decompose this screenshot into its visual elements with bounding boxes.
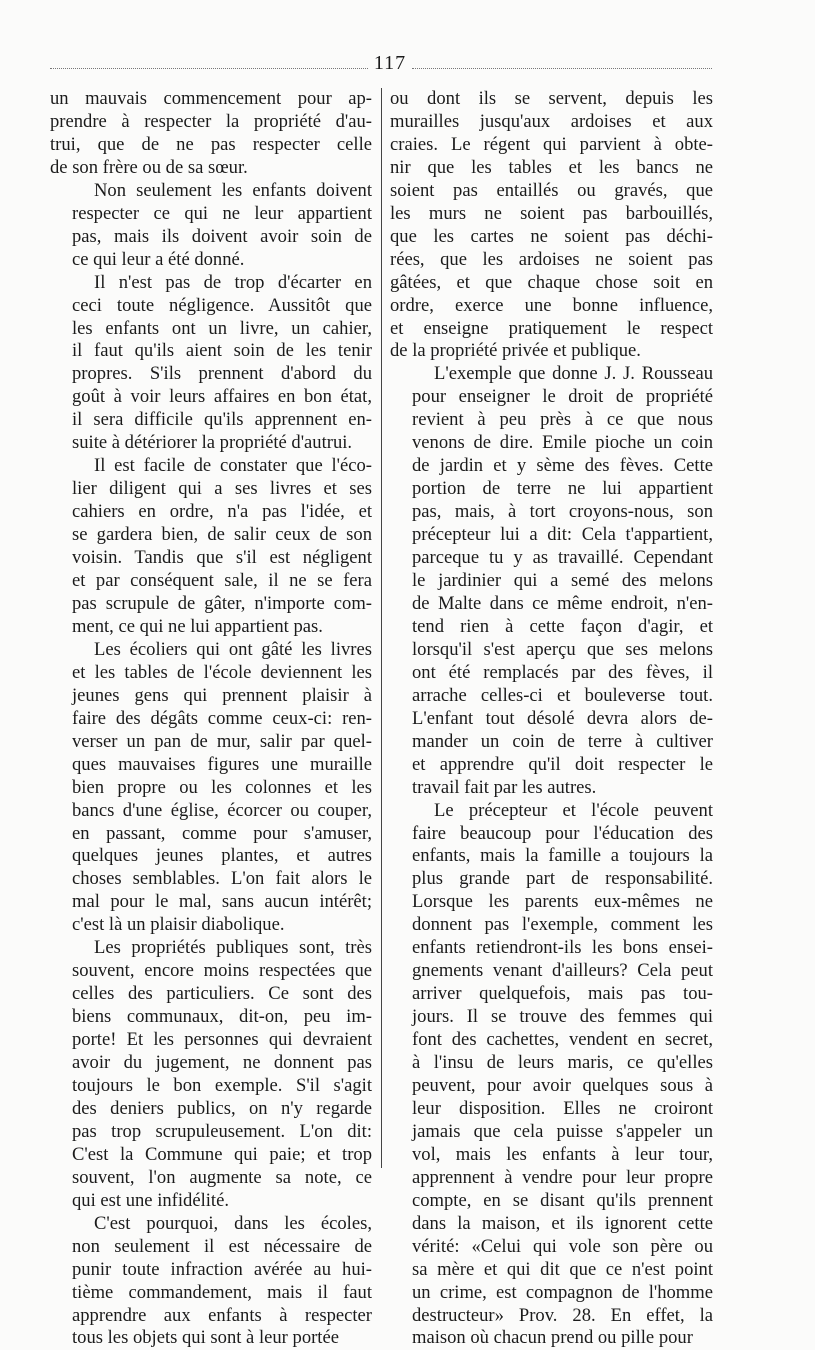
text-line: celles des particuliers. Ce sont des (72, 983, 372, 1005)
text-line: les murs ne soient pas barbouillés, (390, 202, 713, 224)
column-divider (381, 88, 382, 1168)
text-line: quelques jeunes plantes, et autres (72, 845, 372, 867)
text-line: de jardin et y sème des fèves. Cette (412, 455, 713, 477)
text-line: porte! Et les personnes qui devraient (72, 1029, 372, 1051)
text-line: souvent, l'on augmente sa note, ce (72, 1166, 372, 1188)
text-line: mander un coin de terre à cultiver (412, 730, 713, 752)
right-column (390, 88, 713, 1350)
text-line: portion de terre ne lui appartient (412, 478, 713, 500)
text-line: rées, que les ardoises ne soient pas (390, 248, 713, 270)
text-line: le jardinier qui a semé des melons (412, 570, 713, 592)
text-line: à l'insu de leurs maris, ce qu'elles (412, 1052, 713, 1074)
left-column (50, 88, 372, 1350)
paragraph (50, 455, 372, 639)
text-line: ques mauvaises figures une muraille (72, 753, 372, 775)
text-line: compte, en se disant qu'ils prennent (412, 1189, 713, 1211)
text-line: ont été remplacés par des fèves, il (412, 661, 713, 683)
header-rule-left (50, 68, 368, 69)
text-line: ceci toute négligence. Aussitôt que (72, 294, 372, 316)
text-line: verser un pan de mur, salir par quel- (72, 730, 372, 752)
text-line: et les tables de l'école deviennent les (72, 661, 372, 683)
text-line: souvent, encore moins respectées que (72, 960, 372, 982)
text-line: non seulement il est nécessaire de (72, 1235, 372, 1257)
text-line: et apprendre qu'il doit respecter le (412, 753, 713, 775)
text-line: et enseigne pratiquement le respect (390, 317, 713, 339)
text-line: arriver quelquefois, mais pas tou- (412, 983, 713, 1005)
text-line: venons de dire. Emile pioche un coin (412, 432, 713, 454)
text-line: de son frère ou de sa sœur. (50, 156, 248, 178)
text-line: pas, mais, à tort croyons-nous, son (412, 501, 713, 523)
text-line: enfants retiendront-ils les bons ensei- (412, 937, 713, 959)
text-line: craies. Le régent qui parvient à obte- (390, 133, 713, 155)
text-line: maison où chacun prend ou pille pour (412, 1327, 693, 1349)
page-number: 117 (373, 52, 407, 74)
text-line: leur disposition. Elles ne croiront (412, 1097, 713, 1119)
text-line: avoir du jugement, ne donnent pas (72, 1052, 372, 1074)
paragraph (50, 937, 372, 1212)
text-line: un crime, est compagnon de l'homme (412, 1281, 713, 1303)
text-line: gâtées, et que chaque chose soit en (390, 271, 713, 293)
text-line: il faut qu'ils aient soin de les tenir (72, 340, 372, 362)
text-line: C'est la Commune qui paie; et trop (72, 1143, 372, 1165)
text-line: destructeur» Prov. 28. En effet, la (412, 1304, 713, 1326)
text-line: apprennent à vendre pour leur propre (412, 1166, 713, 1188)
text-line: de la propriété privée et publique. (390, 340, 641, 362)
text-line: soient pas entaillés ou gravés, que (390, 179, 713, 201)
text-line: ment, ce qui ne lui appartient pas. (72, 615, 323, 637)
text-line: L'enfant tout désolé devra alors de- (412, 707, 713, 729)
text-line: tième commandement, mais il faut (72, 1281, 372, 1303)
paragraph (390, 88, 713, 363)
text-line: vérité: «Celui qui vole son père ou (412, 1235, 713, 1257)
text-line: jamais que cela puisse s'appeler un (412, 1120, 713, 1142)
text-line: propres. S'ils prennent d'abord du (72, 363, 372, 385)
text-line: se gardera bien, de salir ceux de son (72, 524, 372, 546)
text-line: que les cartes ne soient pas déchi- (390, 225, 713, 247)
paragraph (50, 639, 372, 937)
paragraph (390, 800, 713, 1350)
text-line: plus grande part de responsabilité. (412, 868, 713, 890)
text-line: il sera difficile qu'ils apprennent en- (72, 409, 372, 431)
text-line: des deniers publics, on n'y regarde (72, 1097, 372, 1119)
text-line: prendre à respecter la propriété d'au- (50, 110, 372, 132)
text-line: C'est pourquoi, dans les écoles, (94, 1212, 372, 1234)
text-line: jeunes gens qui prennent plaisir à (72, 684, 372, 706)
text-line: en passant, comme pour s'amuser, (72, 822, 372, 844)
text-line: donnent pas l'exemple, comment les (412, 914, 713, 936)
text-line: trui, que de ne pas respecter celle (50, 133, 372, 155)
text-line: toujours le bon exemple. S'il s'agit (72, 1074, 372, 1096)
text-line: mal pour le mal, sans aucun intérêt; (72, 891, 372, 913)
text-line: faire des dégâts comme ceux-ci: ren- (72, 707, 372, 729)
text-line: peuvent, pour avoir quelques sous à (412, 1074, 713, 1096)
paragraph (50, 180, 372, 272)
text-line: lier diligent qui a ses livres et ses (72, 478, 372, 500)
text-line: tous les objets qui sont à leur portée (72, 1327, 339, 1349)
text-line: nir que les tables et les bancs ne (390, 156, 713, 178)
text-line: voisin. Tandis que s'il est négligent (72, 547, 372, 569)
text-line: qui est une infidélité. (72, 1189, 229, 1211)
text-line: punir toute infraction avérée au hui- (72, 1258, 372, 1280)
text-line: Le précepteur et l'école peuvent (434, 799, 713, 821)
text-line: biens communaux, dit-on, peu im- (72, 1006, 372, 1028)
text-line: bien propre ou les colonnes et les (72, 776, 372, 798)
text-line: murailles jusqu'aux ardoises et aux (390, 110, 713, 132)
text-line: vol, mais les enfants à leur tour, (412, 1143, 713, 1165)
text-line: et par conséquent sale, il ne se fera (72, 570, 372, 592)
text-line: enfants, mais la famille a toujours la (412, 845, 713, 867)
text-line: jours. Il se trouve des femmes qui (412, 1006, 713, 1028)
text-line: Les écoliers qui ont gâté les livres (94, 638, 372, 660)
text-line: faire beaucoup pour l'éducation des (412, 822, 713, 844)
text-line: suite à détériorer la propriété d'autrui. (72, 432, 353, 454)
text-line: lorsqu'il s'est aperçu que ses melons (412, 638, 713, 660)
text-line: Il n'est pas de trop d'écarter en (94, 271, 372, 293)
text-line: dans la maison, et ils ignorent cette (412, 1212, 713, 1234)
text-line: précepteur lui a dit: Cela t'appartient, (412, 524, 713, 546)
text-line: font des cachettes, vendent en secret, (412, 1029, 713, 1051)
text-line: L'exemple que donne J. J. Rousseau (434, 363, 713, 385)
text-line: sa mère et qui dit que ce n'est point (412, 1258, 713, 1280)
text-line: pas trop scrupuleusement. L'on dit: (72, 1120, 372, 1142)
text-line: c'est là un plaisir diabolique. (72, 914, 285, 936)
text-line: bancs d'une église, écorcer ou couper, (72, 799, 372, 821)
text-line: travail fait par les autres. (412, 776, 597, 798)
text-line: ou dont ils se servent, depuis les (390, 88, 713, 109)
text-line: ce qui leur a été donné. (72, 248, 245, 270)
text-line: de Malte dans ce même endroit, n'en- (412, 592, 713, 614)
text-line: Les propriétés publiques sont, très (94, 937, 372, 959)
paragraph (390, 363, 713, 799)
text-line: parceque tu y as travaillé. Cependant (412, 547, 713, 569)
text-line: goût à voir leurs affaires en bon état, (72, 386, 372, 408)
text-line: arrache celles-ci et bouleverse tout. (412, 684, 713, 706)
text-line: pas, mais ils doivent avoir soin de (72, 225, 372, 247)
text-line: pour enseigner le droit de propriété (412, 386, 713, 408)
header-rule-right (412, 68, 712, 69)
text-line: Non seulement les enfants doivent (94, 179, 372, 201)
text-line: revient à peu près à ce que nous (412, 409, 713, 431)
paragraph (50, 88, 372, 180)
text-line: apprendre aux enfants à respecter (72, 1304, 372, 1326)
text-line: choses semblables. L'on fait alors le (72, 868, 372, 890)
text-line: gnements venant d'ailleurs? Cela peut (412, 960, 713, 982)
text-line: tend rien à cette façon d'agir, et (412, 615, 713, 637)
text-line: Lorsque les parents eux-mêmes ne (412, 891, 713, 913)
text-line: les enfants ont un livre, un cahier, (72, 317, 372, 339)
text-line: Il est facile de constater que l'éco- (94, 455, 372, 477)
text-line: respecter ce qui ne leur appartient (72, 202, 372, 224)
text-line: cahiers en ordre, n'a pas l'idée, et (72, 501, 372, 523)
paragraph (50, 1213, 372, 1350)
text-line: ordre, exerce une bonne influence, (390, 294, 713, 316)
text-line: pas scrupule de gâter, n'importe com- (72, 592, 372, 614)
paragraph (50, 272, 372, 456)
text-line: un mauvais commencement pour ap- (50, 88, 372, 109)
